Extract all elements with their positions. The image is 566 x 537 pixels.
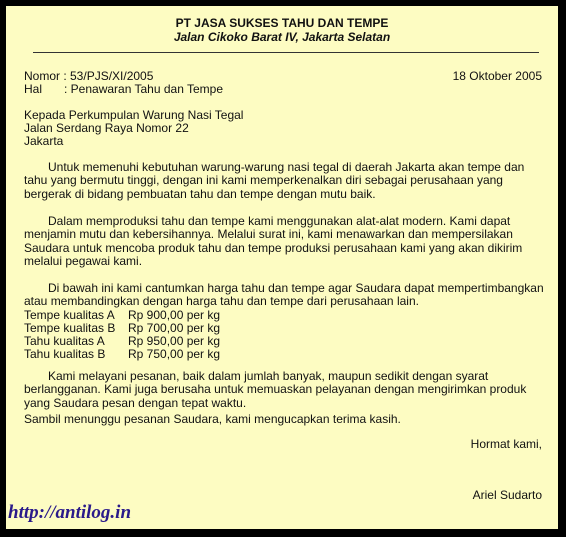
- price-value: Rp 900,00 per kg: [128, 308, 221, 322]
- price-item: Tahu kualitas A: [24, 334, 105, 348]
- recipient-city: Jakarta: [24, 134, 64, 148]
- subject-label: Hal: [24, 82, 43, 96]
- price-item: Tempe kualitas B: [24, 321, 116, 335]
- paragraph-service: Kami melayani pesanan, baik dalam jumlah banyak, maupun sedikit dengan syarat berlangganan. Kami juga berusaha untuk memuaskan pelayanan dengan mengirimkan produk yang Saudara pesan dengan tepat waktu.: [24, 369, 527, 410]
- subject-value: : Penawaran Tahu dan Tempe: [64, 82, 224, 96]
- letter-number: Nomor : 53/PJS/XI/2005: [24, 69, 154, 83]
- price-item: Tahu kualitas B: [24, 347, 106, 361]
- price-value: Rp 950,00 per kg: [128, 334, 221, 348]
- paragraph-prices-intro: Di bawah ini kami cantumkan harga tahu dan tempe agar Saudara dapat mempertimbangkan atau membandingkan dengan harga tahu dan tempe dari perusahaan lain.: [24, 281, 544, 309]
- recipient-name: Kepada Perkumpulan Warung Nasi Tegal: [24, 108, 244, 122]
- subject-line: [24, 83, 223, 96]
- letter-page: [6, 6, 558, 529]
- header-divider: [33, 52, 539, 53]
- price-item: Tempe kualitas A: [24, 308, 115, 322]
- company-address: Jalan Cikoko Barat IV, Jakarta Selatan: [173, 30, 391, 44]
- paragraph-thanks: Sambil menunggu pesanan Saudara, kami mengucapkan terima kasih.: [24, 412, 401, 426]
- watermark-link[interactable]: http://antilog.in: [8, 502, 132, 523]
- price-row: [24, 348, 220, 361]
- price-value: Rp 750,00 per kg: [128, 347, 221, 361]
- letter-date: 18 Oktober 2005: [452, 69, 542, 83]
- closing-salutation: Hormat kami,: [470, 437, 542, 451]
- company-name: PT JASA SUKSES TAHU DAN TEMPE: [175, 16, 389, 30]
- paragraph-intro: Untuk memenuhi kebutuhan warung-warung nasi tegal di daerah Jakarta akan tempe dan tahu yang bermutu tinggi, dengan ini kami memperkenalkan diri sebagai perusahaan yang bergerak di bidang pembuatan tahu dan tempe dengan mutu baik.: [24, 160, 525, 201]
- paragraph-production: Dalam memproduksi tahu dan tempe kami menggunakan alat-alat modern. Kami dapat menjamin mutu dan kebersihannya. Melalui surat ini, kami menawarkan dan mempersilakan Saudara untuk mencoba produk tahu dan tempe produksi perusahaan kami yang akan dikirim melalui pegawai kami.: [24, 214, 523, 269]
- recipient-street: Jalan Serdang Raya Nomor 22: [24, 121, 189, 135]
- price-value: Rp 700,00 per kg: [128, 321, 221, 335]
- signer-name: Ariel Sudarto: [472, 488, 542, 502]
